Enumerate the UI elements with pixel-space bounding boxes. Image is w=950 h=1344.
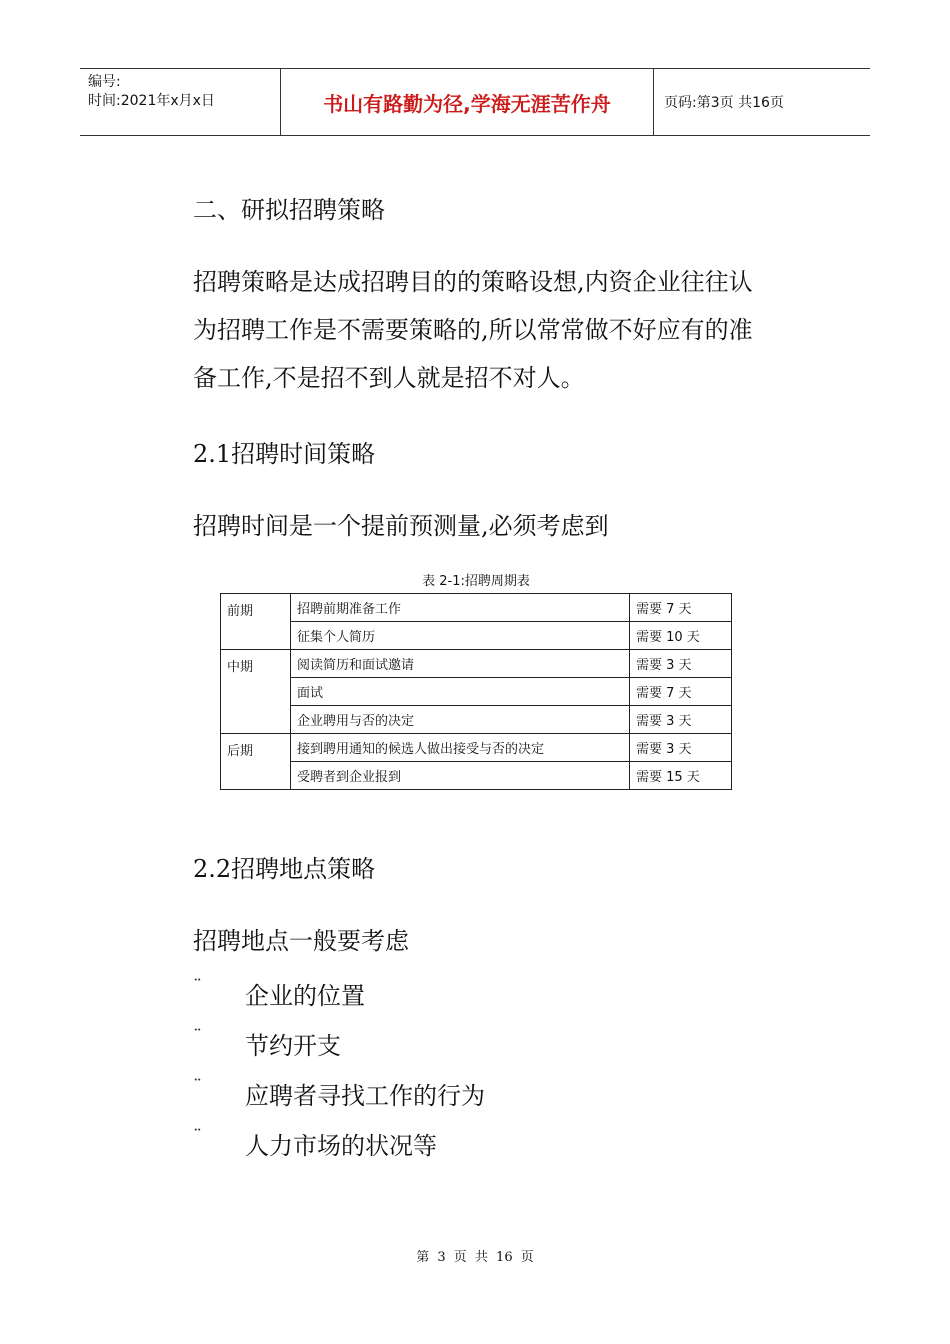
bullet-mark-icon: ¨ bbox=[193, 1025, 202, 1047]
task-cell: 接到聘用通知的候选人做出接受与否的决定 bbox=[291, 734, 630, 762]
list-item bbox=[193, 968, 485, 1018]
table-row bbox=[221, 622, 732, 650]
list-item bbox=[193, 1118, 485, 1168]
list-item-text: 人力市场的状况等 bbox=[245, 1131, 437, 1160]
phase-cell: 后期 bbox=[221, 734, 291, 790]
list-item-text: 企业的位置 bbox=[245, 981, 365, 1010]
table-caption: 表 2-1:招聘周期表 bbox=[422, 574, 530, 589]
location-factor-list bbox=[193, 968, 485, 1168]
subsection-text-time: 招聘时间是一个提前预测量,必须考虑到 bbox=[193, 512, 609, 540]
list-item-text: 节约开支 bbox=[245, 1031, 341, 1060]
task-cell: 阅读简历和面试邀请 bbox=[291, 650, 630, 678]
table-row bbox=[221, 762, 732, 790]
subsection-text-location: 招聘地点一般要考虑 bbox=[193, 927, 409, 955]
list-item bbox=[193, 1018, 485, 1068]
bullet-mark-icon: ¨ bbox=[193, 1075, 202, 1097]
list-item-text: 应聘者寻找工作的行为 bbox=[245, 1081, 485, 1110]
task-cell: 征集个人简历 bbox=[291, 622, 630, 650]
section-title: 二、研拟招聘策略 bbox=[193, 196, 385, 224]
subsection-title-location: 2.2招聘地点策略 bbox=[193, 855, 376, 883]
duration-cell: 需要 7 天 bbox=[630, 594, 732, 622]
header-time-label: 时间:2021年x月x日 bbox=[88, 93, 215, 109]
page-footer: 第 3 页 共 16 页 bbox=[416, 1250, 534, 1265]
duration-cell: 需要 10 天 bbox=[630, 622, 732, 650]
table-row bbox=[221, 678, 732, 706]
table-row bbox=[221, 594, 732, 622]
task-cell: 面试 bbox=[291, 678, 630, 706]
list-item bbox=[193, 1068, 485, 1118]
intro-paragraph: 招聘策略是达成招聘目的的策略设想,内资企业往往认为招聘工作是不需要策略的,所以常常做不好应有的准备工作,不是招不到人就是招不对人。 bbox=[193, 268, 753, 392]
phase-cell: 中期 bbox=[221, 650, 291, 734]
task-cell: 招聘前期准备工作 bbox=[291, 594, 630, 622]
subsection-title-time: 2.1招聘时间策略 bbox=[193, 440, 376, 468]
duration-cell: 需要 3 天 bbox=[630, 650, 732, 678]
header-number-label: 编号: bbox=[88, 74, 121, 90]
task-cell: 受聘者到企业报到 bbox=[291, 762, 630, 790]
header-page-info: 页码:第3页 共16页 bbox=[664, 95, 784, 111]
bullet-mark-icon: ¨ bbox=[193, 975, 202, 997]
table-row bbox=[221, 650, 732, 678]
recruitment-cycle-table bbox=[220, 593, 732, 790]
duration-cell: 需要 3 天 bbox=[630, 706, 732, 734]
duration-cell: 需要 15 天 bbox=[630, 762, 732, 790]
duration-cell: 需要 7 天 bbox=[630, 678, 732, 706]
task-cell: 企业聘用与否的决定 bbox=[291, 706, 630, 734]
bullet-mark-icon: ¨ bbox=[193, 1125, 202, 1147]
header-meta bbox=[80, 69, 281, 135]
page-header bbox=[80, 68, 870, 136]
table-row bbox=[221, 734, 732, 762]
table-row bbox=[221, 706, 732, 734]
header-motto: 书山有路勤为径,学海无涯苦作舟 bbox=[281, 69, 654, 135]
phase-cell: 前期 bbox=[221, 594, 291, 650]
duration-cell: 需要 3 天 bbox=[630, 734, 732, 762]
